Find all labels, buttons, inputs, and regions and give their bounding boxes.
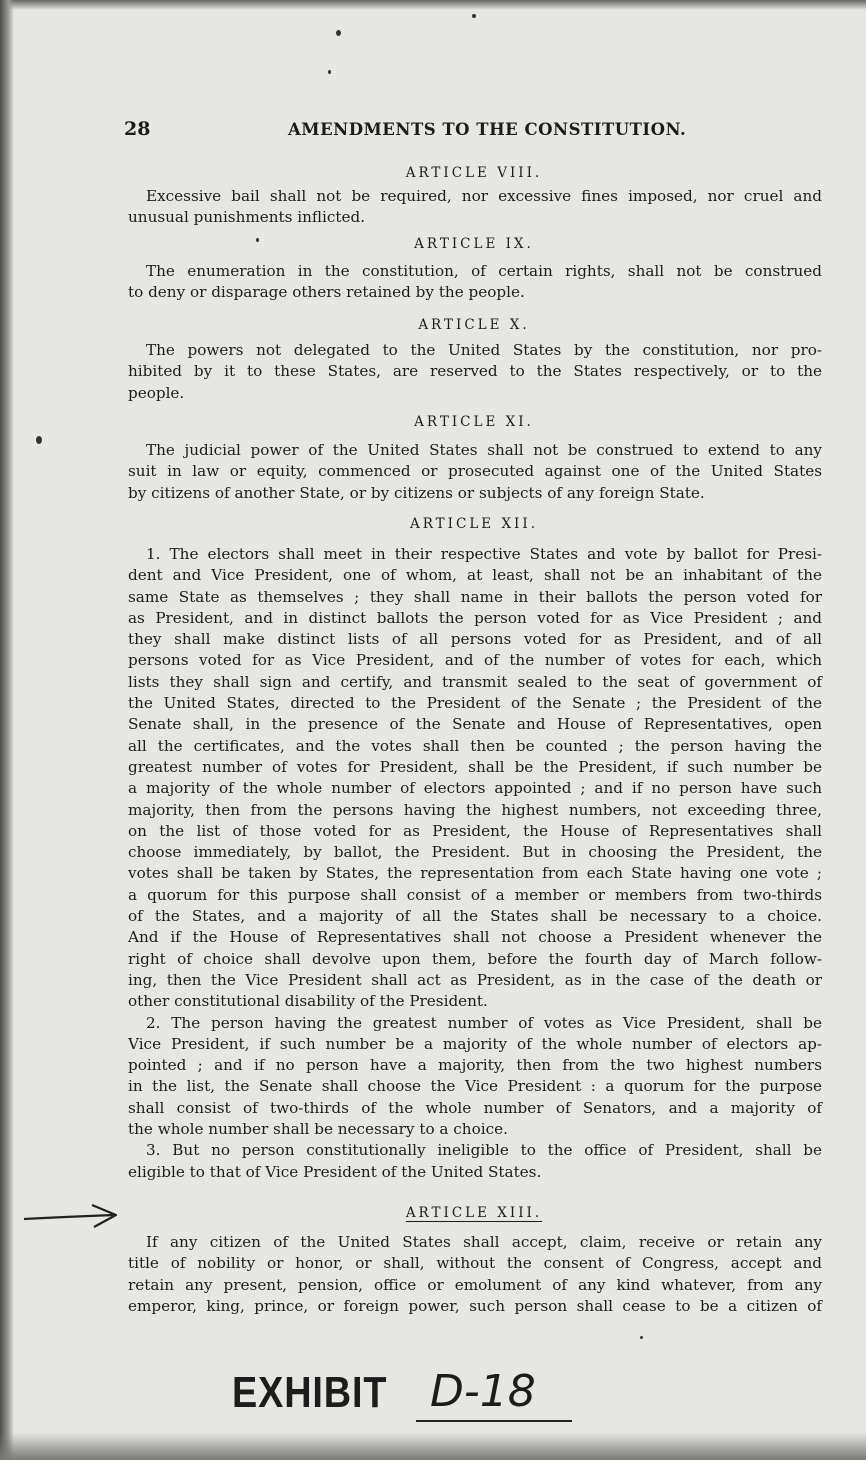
text-line: The powers not delegated to the United States by the constitution, nor pro- xyxy=(146,341,822,359)
text-line: greatest number of votes for President, shall be the President, if such number be xyxy=(128,757,822,776)
article-heading: ARTICLE VIII. xyxy=(405,165,543,181)
text-line: If any citizen of the United States shall accept, claim, receive or retain any xyxy=(146,1233,822,1251)
text-line: the whole number shall be necessary to a choice. xyxy=(128,1120,508,1139)
text-line: 2. The person having the greatest number of votes as Vice President, shall be xyxy=(146,1013,822,1032)
exhibit-id: D-18 xyxy=(430,1366,536,1417)
text-line: they shall make distinct lists of all persons voted for as President, and of all xyxy=(128,630,822,649)
text-line: a majority of the whole number of electors appointed ; and if no person have such xyxy=(128,779,822,798)
page-header xyxy=(124,118,824,144)
scan-speck xyxy=(640,1336,643,1339)
text-line: suit in law or equity, commenced or prosecuted against one of the United States xyxy=(128,462,822,481)
text-line: votes shall be taken by States, the representation from each State having one vote ; xyxy=(128,864,822,883)
text-line: pointed ; and if no person have a majority, then from the two highest numbers xyxy=(128,1056,822,1075)
text-line: title of nobility or honor, or shall, without the consent of Congress, accept and xyxy=(128,1254,822,1273)
text-line: 1. The electors shall meet in their respective States and vote by ballot for Presi- xyxy=(146,545,822,563)
exhibit-underline xyxy=(416,1420,572,1422)
text-line: by citizens of another State, or by citizens or subjects of any foreign State. xyxy=(128,483,705,502)
text-line: shall consist of two-thirds of the whole number of Senators, and a majority of xyxy=(128,1098,822,1117)
text-line: other constitutional disability of the President. xyxy=(128,992,488,1011)
exhibit-label: EXHIBIT xyxy=(232,1368,388,1417)
scan-speck xyxy=(36,436,42,444)
text-line: dent and Vice President, one of whom, at least, shall not be an inhabitant of the xyxy=(128,566,822,585)
text-line: the United States, directed to the President of the Senate ; the President of the xyxy=(128,694,822,713)
text-line: right of choice shall devolve upon them, before the fourth day of March follow- xyxy=(128,949,822,968)
text-line: Vice President, if such number be a majority of the whole number of electors ap- xyxy=(128,1034,822,1053)
article-text xyxy=(128,340,822,404)
text-line: lists they shall sign and certify, and transmit sealed to the seat of government of xyxy=(128,672,822,691)
scan-speck xyxy=(472,14,476,18)
article-text xyxy=(128,544,822,1183)
text-line: all the certificates, and the votes shall then be counted ; the person having the xyxy=(128,736,822,755)
text-line: emperor, king, prince, or foreign power, such person shall cease to be a citizen of xyxy=(128,1296,822,1315)
article-heading-text: ARTICLE XIII. xyxy=(405,1205,543,1221)
text-line: Senate shall, in the presence of the Senate and House of Representatives, open xyxy=(128,715,822,734)
text-line: to deny or disparage others retained by the people. xyxy=(128,283,525,302)
text-line: 3. But no person constitutionally ineligible to the office of President, shall be xyxy=(146,1141,822,1160)
text-line: ing, then the Vice President shall act as President, as in the case of the death or xyxy=(128,970,822,989)
scan-edge-bottom xyxy=(0,1432,866,1460)
article-heading: ARTICLE IX. xyxy=(414,236,534,252)
text-line: hibited by it to these States, are reserved to the States respectively, or to the xyxy=(128,362,822,381)
text-line: persons voted for as Vice President, and of the number of votes for each, which xyxy=(128,651,822,670)
text-line: The judicial power of the United States shall not be construed to extend to any xyxy=(146,441,822,459)
text-line: eligible to that of Vice President of the United States. xyxy=(128,1162,542,1181)
text-line: on the list of those voted for as President, the House of Representatives shall xyxy=(128,821,822,840)
text-line: unusual punishments inflicted. xyxy=(128,208,366,227)
text-line: majority, then from the persons having the highest numbers, not exceeding three, xyxy=(128,800,822,819)
text-line: The enumeration in the constitution, of certain rights, shall not be construed xyxy=(146,262,822,280)
scan-edge-top xyxy=(0,0,866,10)
article-text xyxy=(128,1232,822,1317)
article-text xyxy=(128,261,822,304)
scan-speck xyxy=(336,30,341,36)
text-line: retain any present, pension, office or emolument of any kind whatever, from any xyxy=(128,1275,822,1294)
running-title: AMENDMENTS TO THE CONSTITUTION. xyxy=(288,120,687,139)
article-heading: ARTICLE XI. xyxy=(414,414,534,430)
article-heading: ARTICLE X. xyxy=(418,317,530,333)
right-arrow-icon xyxy=(22,1202,122,1232)
article-text xyxy=(128,440,822,504)
text-line: And if the House of Representatives shall not choose a President whenever the xyxy=(128,928,822,947)
scan-speck xyxy=(328,70,331,74)
text-line: as President, and in distinct ballots the person voted for as Vice President ; and xyxy=(128,608,822,627)
article-heading xyxy=(124,1205,824,1221)
text-line: of the States, and a majority of all the States shall be necessary to a choice. xyxy=(128,907,822,926)
text-line: same State as themselves ; they shall name in their ballots the person voted for xyxy=(128,587,822,606)
text-line: choose immediately, by ballot, the President. But in choosing the President, the xyxy=(128,843,822,862)
article-text xyxy=(128,186,822,229)
page-number: 28 xyxy=(124,118,151,140)
scan-edge-left xyxy=(0,0,14,1460)
text-line: in the list, the Senate shall choose the Vice President : a quorum for the purpose xyxy=(128,1077,822,1096)
text-line: a quorum for this purpose shall consist of a member or members from two-thirds xyxy=(128,885,822,904)
text-line: Excessive bail shall not be required, nor excessive fines imposed, nor cruel and xyxy=(146,187,822,205)
article-heading: ARTICLE XII. xyxy=(409,516,539,532)
text-line: people. xyxy=(128,383,185,402)
